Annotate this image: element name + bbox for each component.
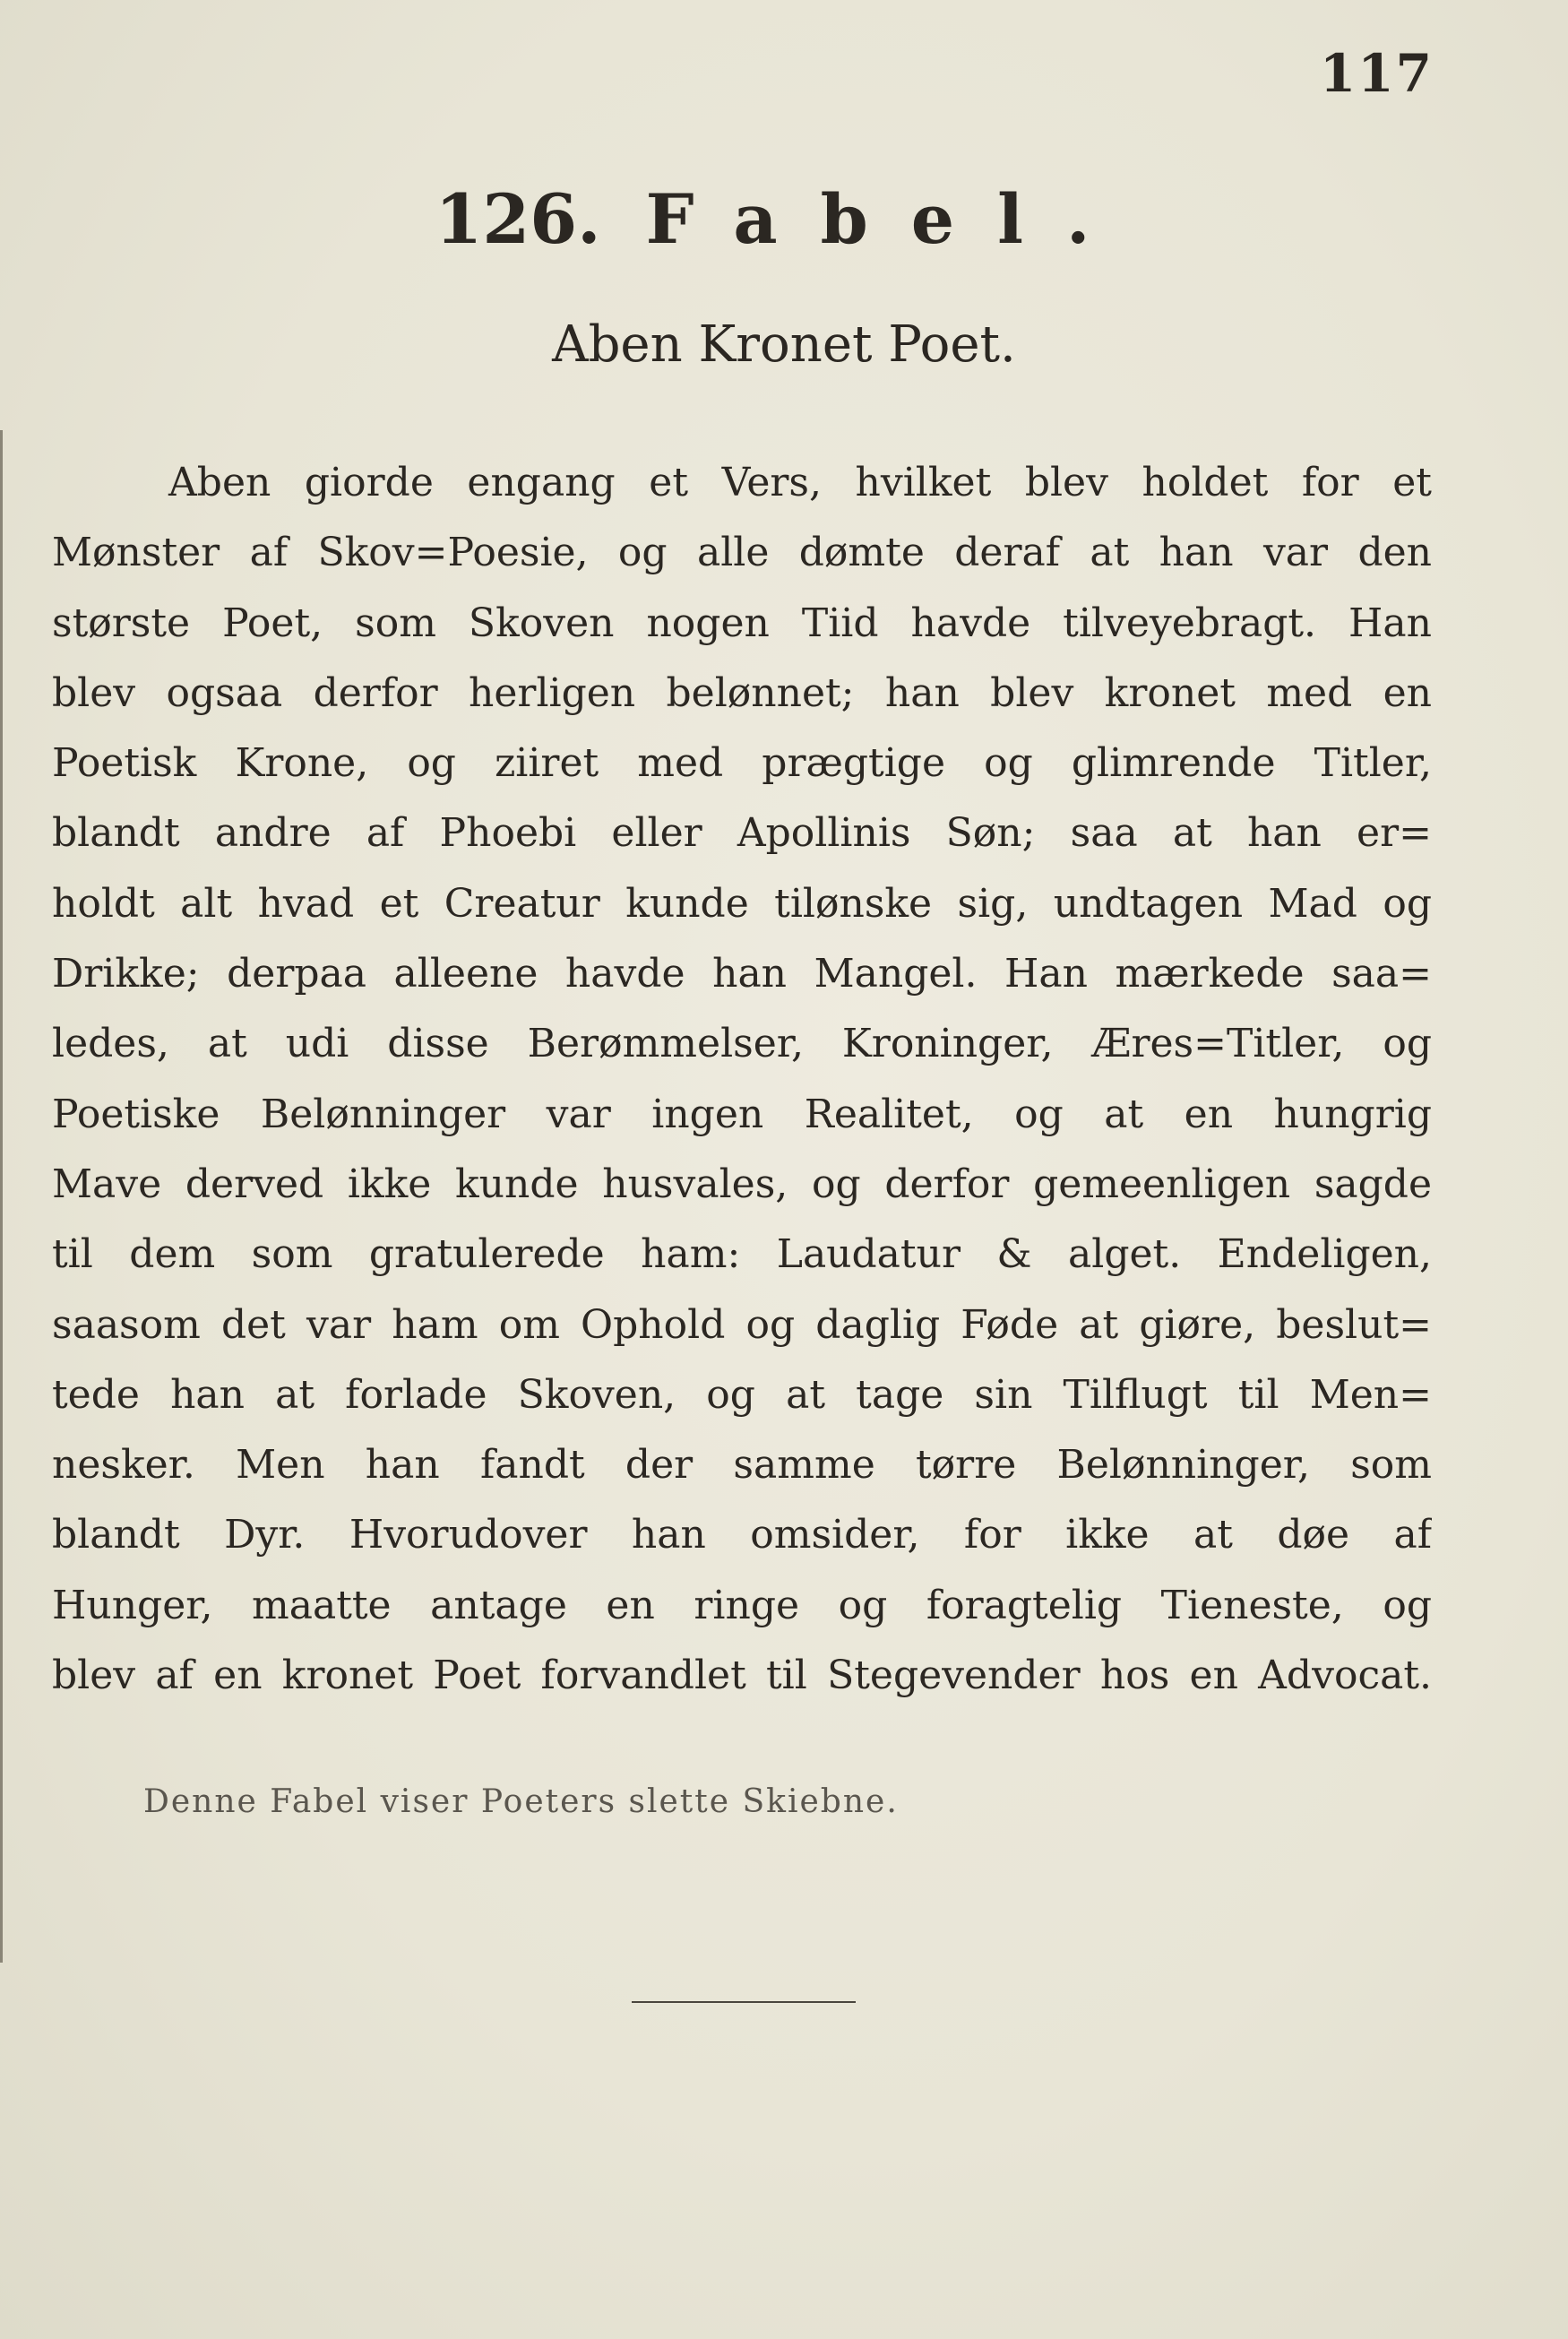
body-line: Poetiske Belønninger var ingen Realitet, og at en hungrig xyxy=(52,1091,1432,1137)
fable-subtitle: Aben Kronet Poet. xyxy=(552,315,1016,374)
body-line: Mønster af Skov=Poesie, og alle dømte deraf at han var den xyxy=(52,530,1432,576)
fable-number: 126. xyxy=(435,179,601,259)
section-divider xyxy=(632,2001,856,2003)
body-line: saasom det var ham om Ophold og daglig Føde at giøre, beslut= xyxy=(52,1301,1432,1348)
fable-body xyxy=(52,448,1432,1711)
body-line: holdt alt hvad et Creatur kunde tilønske sig, undtagen Mad og xyxy=(52,880,1432,927)
body-line: største Poet, som Skoven nogen Tiid havde tilveyebragt. Han xyxy=(52,600,1432,646)
body-line: nesker. Men han fandt der samme tørre Belønninger, som xyxy=(52,1442,1432,1489)
body-line: ledes, at udi disse Berømmelser, Kroninger, Æres=Titler, og xyxy=(52,1021,1432,1067)
fable-moral: Denne Fabel viser Poeters slette Skiebne. xyxy=(143,1783,899,1820)
body-line: Aben giorde engang et Vers, hvilket blev holdet for et xyxy=(168,460,1432,505)
body-line: Hunger, maatte antage en ringe og foragtelig Tieneste, og xyxy=(52,1582,1432,1628)
body-line: Drikke; derpaa alleene havde han Mangel. Han mærkede saa= xyxy=(52,951,1432,997)
body-line: blandt andre af Phoebi eller Apollinis Søn; saa at han er= xyxy=(52,810,1432,857)
body-line: til dem som gratulerede ham: Laudatur & alget. Endeligen, xyxy=(52,1231,1432,1278)
body-line: blandt Dyr. Hvorudover han omsider, for ikke at døe af xyxy=(52,1512,1432,1558)
page-edge-shadow xyxy=(0,430,3,1963)
page-number: 117 xyxy=(1319,43,1434,104)
body-line: Mave derved ikke kunde husvales, og derfor gemeenligen sagde xyxy=(52,1161,1432,1207)
body-line: blev af en kronet Poet forvandlet til Stegevender hos en Advocat. xyxy=(52,1653,1432,1699)
body-line: Poetisk Krone, og ziiret med prægtige og glimrende Titler, xyxy=(52,740,1432,787)
fable-title-word: Fabel. xyxy=(645,179,1133,259)
body-line: tede han at forlade Skoven, og at tage sin Tilflugt til Men= xyxy=(52,1371,1432,1418)
body-line: blev ogsaa derfor herligen belønnet; han blev kronet med en xyxy=(52,669,1432,716)
fable-heading xyxy=(0,179,1568,259)
